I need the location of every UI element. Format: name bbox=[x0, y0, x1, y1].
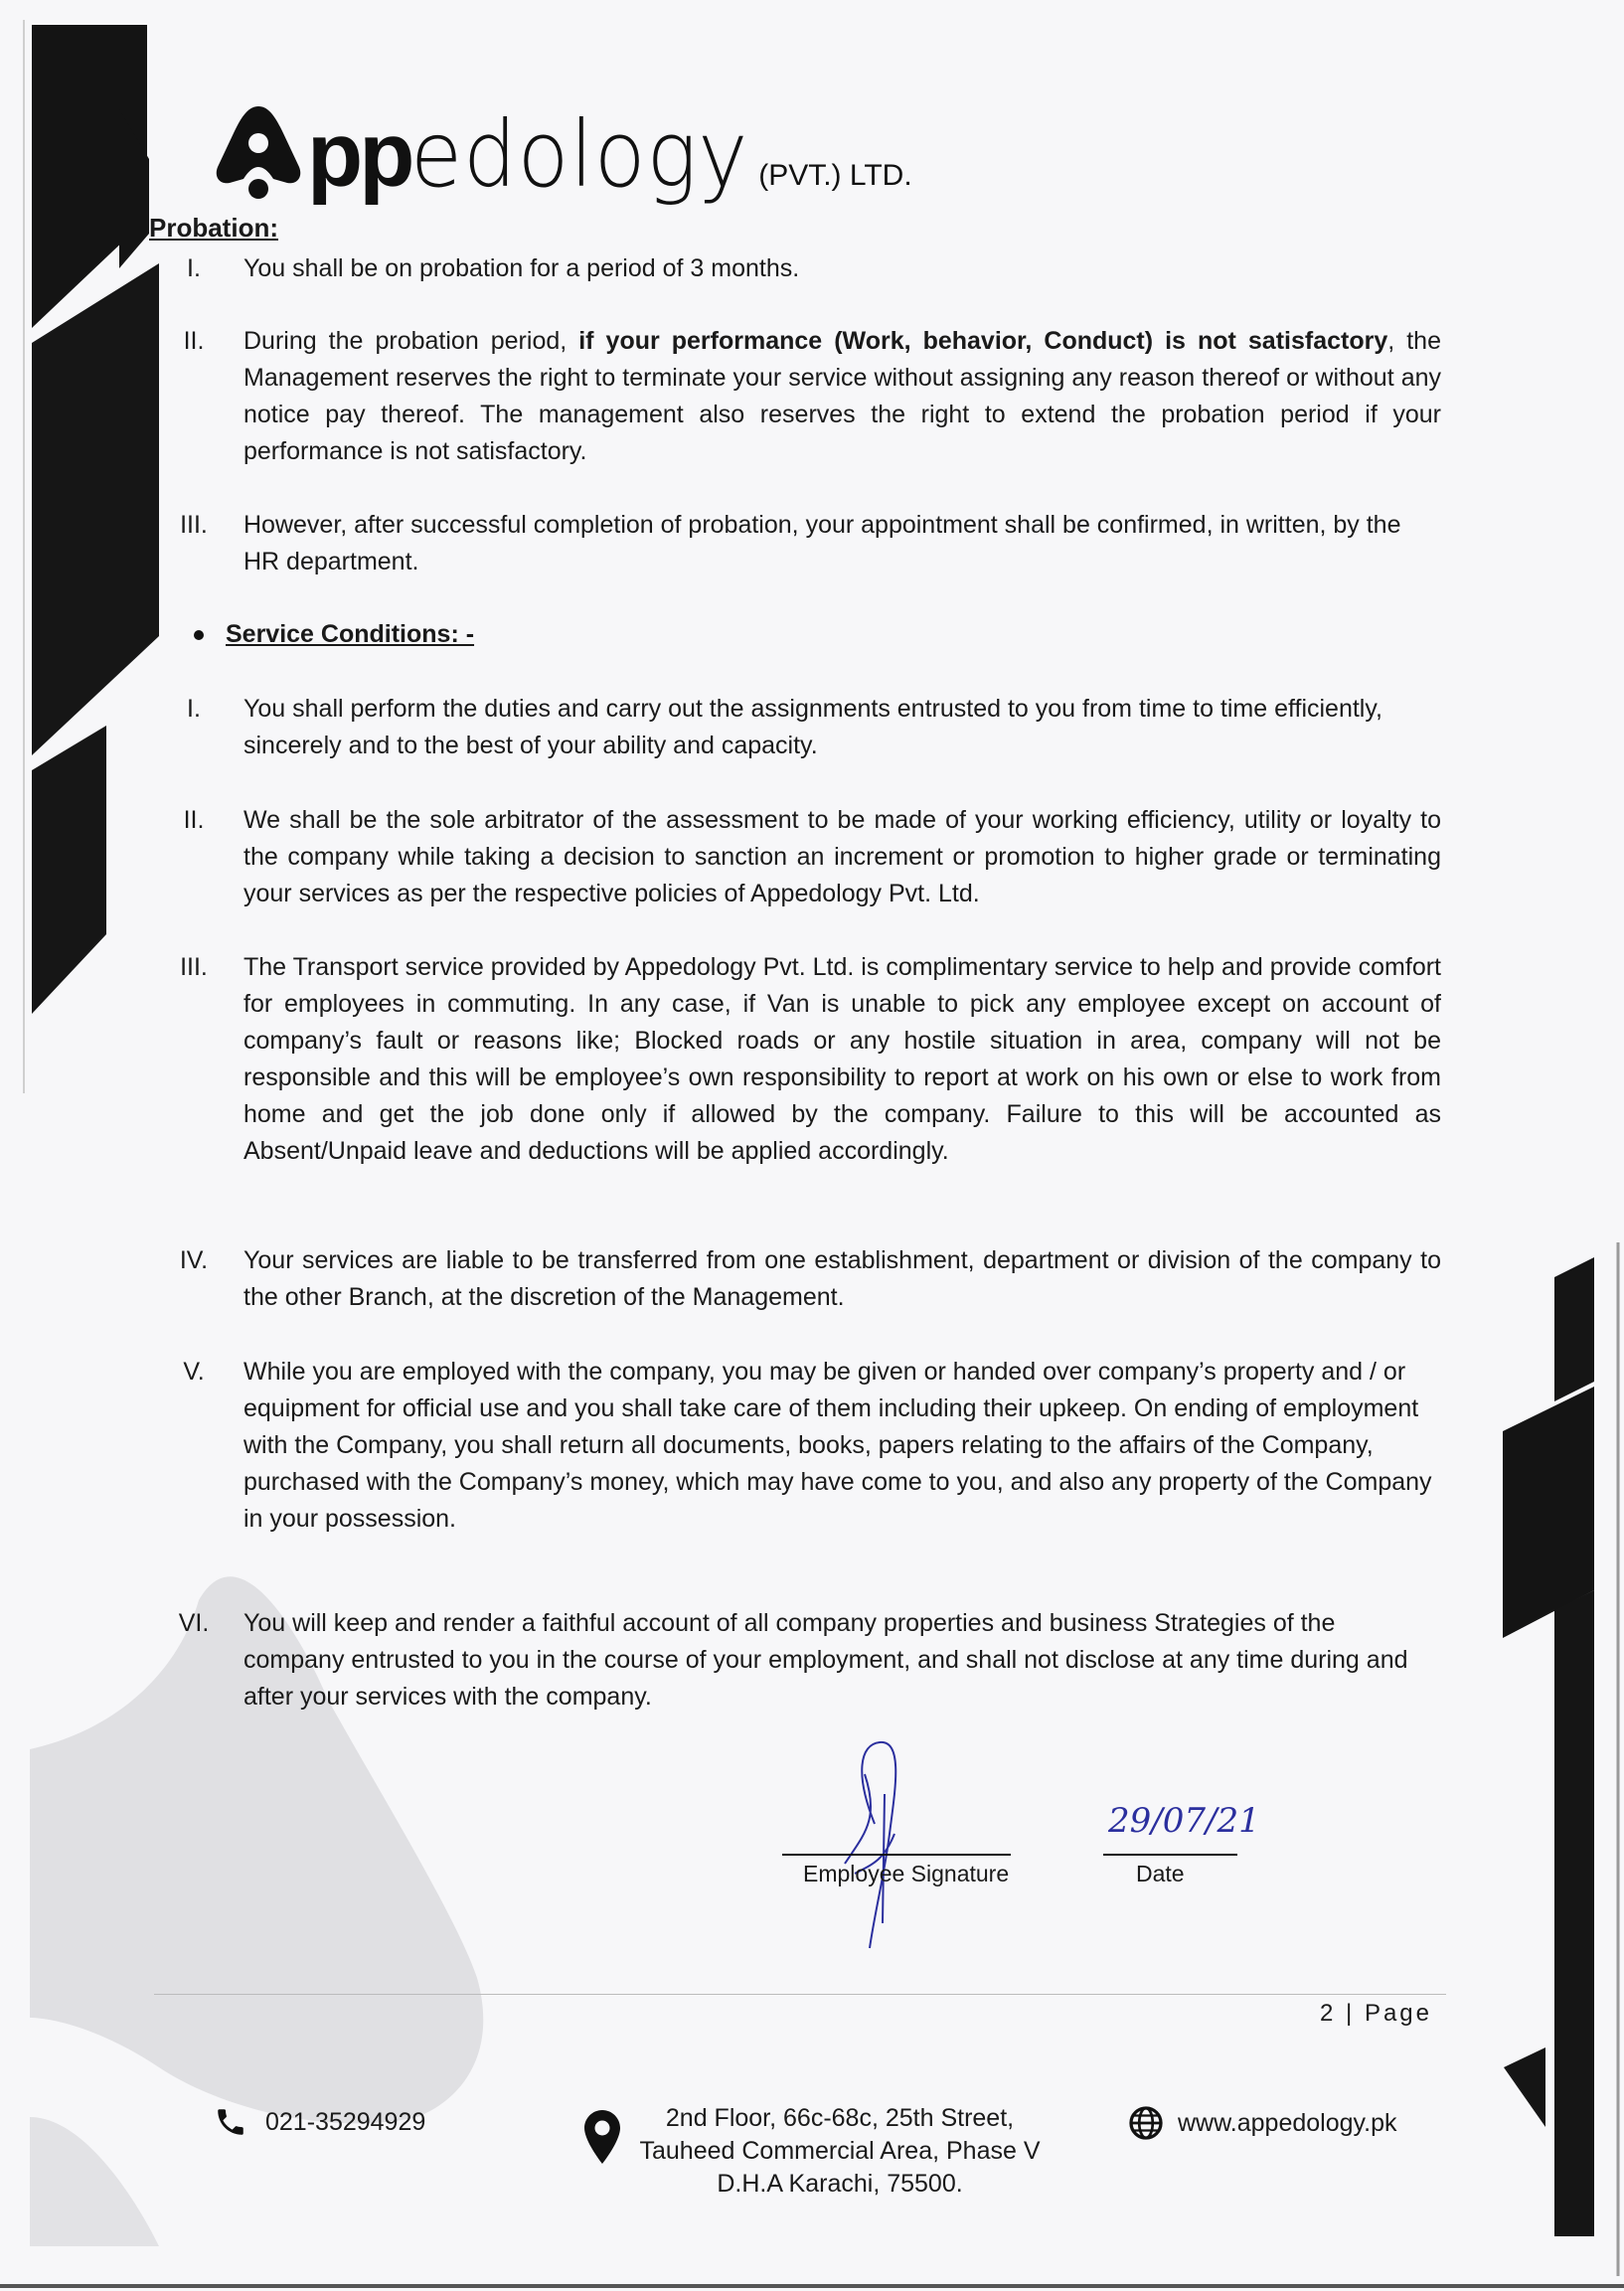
date-label: Date bbox=[1136, 1861, 1185, 1886]
page-number: 2 | Page bbox=[1320, 2000, 1432, 2027]
item-text: You shall perform the duties and carry out the assignments entrusted to you from time to time efficiently, sincerely and to the best of your ability and capacity. bbox=[244, 695, 1382, 759]
item-number: V. bbox=[183, 1358, 205, 1386]
item-number: IV. bbox=[179, 1246, 209, 1274]
logo-suffix: (PVT.) LTD. bbox=[758, 159, 912, 192]
website-link[interactable]: www.appedology.pk bbox=[1178, 2108, 1397, 2137]
bullet-icon bbox=[194, 630, 204, 640]
item-text: We shall be the sole arbitrator of the assessment to be made of your working efficiency, utility or loyalty to the company while taking a decision to sanction an increment or promotion to higher grade or terminating your services as per the respective policies of Appedology Pvt. Ltd. bbox=[244, 806, 1441, 907]
item-text bbox=[244, 323, 1441, 470]
date-value: 29/07/21 bbox=[1108, 1801, 1260, 1841]
employee-signature-scribble bbox=[835, 1734, 944, 1953]
item-text: You will keep and render a faithful account of all company properties and business Strategies of the company entrusted to you in the course of your employment, and shall not disclose at any time during and after your services with the company. bbox=[244, 1609, 1408, 1711]
service-conditions-heading bbox=[194, 620, 474, 649]
footer-website[interactable] bbox=[1128, 2105, 1397, 2141]
item-number: II. bbox=[183, 806, 205, 834]
employee-signature-label: Employee Signature bbox=[803, 1861, 1010, 1886]
signature-line bbox=[782, 1854, 1011, 1856]
item-number: I. bbox=[187, 695, 201, 723]
appedology-logo-icon bbox=[214, 101, 303, 201]
phone-number: 021-35294929 bbox=[265, 2107, 426, 2136]
footer-phone bbox=[214, 2105, 425, 2139]
page-label: Page bbox=[1364, 2000, 1432, 2027]
globe-icon bbox=[1128, 2105, 1164, 2141]
date-line bbox=[1103, 1854, 1237, 1856]
item-text: You shall be on probation for a period of 3 months. bbox=[244, 254, 800, 282]
item-number: II. bbox=[183, 327, 205, 355]
item-number: VI. bbox=[178, 1609, 210, 1637]
item-text-bold: if your performance (Work, behavior, Conduct) is not satisfactory bbox=[578, 327, 1388, 355]
page-number-value: 2 bbox=[1320, 2000, 1337, 2027]
item-text: Your services are liable to be transferred from one establishment, department or division of the company to the other Branch, at the discretion of the Management. bbox=[244, 1246, 1441, 1311]
address-line: 2nd Floor, 66c-68c, 25th Street, bbox=[665, 2104, 1015, 2132]
company-logo bbox=[214, 91, 912, 208]
item-text: While you are employed with the company, you may be given or handed over company’s property and / or equipment for official use and you shall take care of them including their upkeep. On ending of employment with the Company, you shall return all documents, books, papers relating to the affairs of the Company, purchased with the Company’s money, which may have come to you, and also any property of the Company in your possession. bbox=[244, 1358, 1432, 1533]
footer-divider bbox=[154, 1994, 1446, 1995]
probation-heading: Probation: bbox=[149, 213, 278, 243]
logo-text-bold: pp bbox=[307, 104, 411, 206]
logo-text-light: edology bbox=[410, 101, 749, 208]
footer-address bbox=[616, 2102, 1063, 2201]
item-text-suffix: , the Management reserves the right to terminate your service without assigning any reason thereof or without any notice pay thereof. The management also reserves the right to extend the probation period if your performance is not satisfactory. bbox=[244, 327, 1441, 465]
item-number: III. bbox=[180, 511, 208, 539]
item-text: However, after successful completion of probation, your appointment shall be confirmed, in written, by the HR department. bbox=[244, 511, 1401, 575]
item-number: I. bbox=[187, 254, 201, 282]
heading-label: Service Conditions: - bbox=[226, 620, 475, 648]
location-pin-icon bbox=[584, 2109, 620, 2165]
phone-icon bbox=[214, 2105, 247, 2139]
item-number: III. bbox=[180, 953, 208, 981]
item-text-prefix: During the probation period, bbox=[244, 327, 579, 355]
address-line: D.H.A Karachi, 75500. bbox=[717, 2170, 963, 2198]
address-line: Tauheed Commercial Area, Phase V bbox=[639, 2137, 1041, 2165]
item-text: The Transport service provided by Appedology Pvt. Ltd. is complimentary service to help and provide comfort for employees in commuting. In any case, if Van is unable to pick any employee except on account of company’s fault or reasons like; Blocked roads or any hostile situation in area, company will not be responsible and this will be employee’s own responsibility to report at work on his own or else to work from home and get the job done only if allowed by the company. Failure to this will be accounted as Absent/Unpaid leave and deductions will be applied accordingly. bbox=[244, 953, 1441, 1165]
